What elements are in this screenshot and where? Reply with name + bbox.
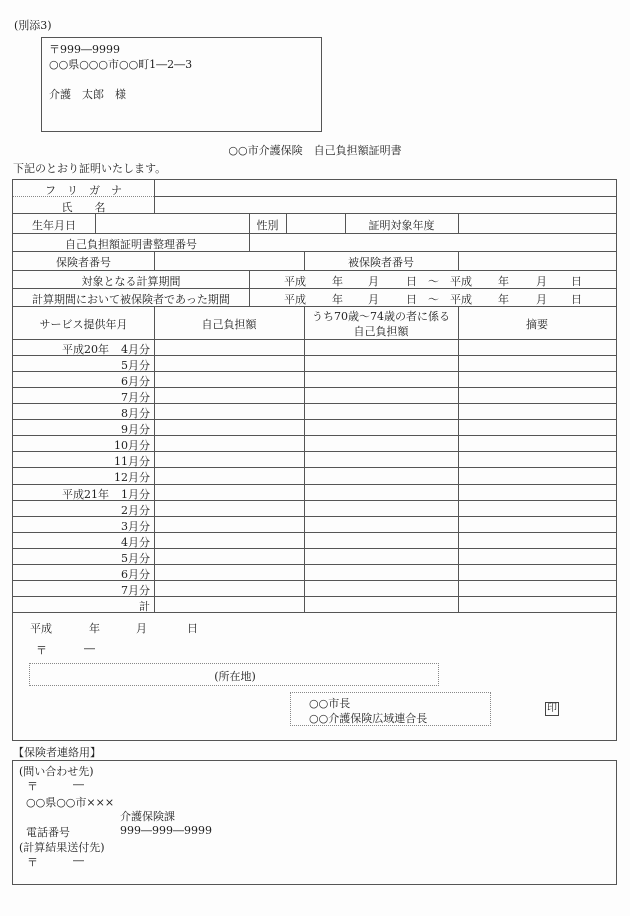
copay-cell[interactable] xyxy=(155,372,303,386)
copay-cell[interactable] xyxy=(155,533,303,547)
calc-period-label: 対象となる計算期間 xyxy=(81,275,181,288)
inquiry-label: (問い合わせ先) xyxy=(19,765,94,778)
row-month: 3月分 xyxy=(121,520,150,533)
row-month: 9月分 xyxy=(121,423,150,436)
recipient-postal: 〒999―9999 xyxy=(49,43,120,56)
row-month: 6月分 xyxy=(121,568,150,581)
cert-year-label: 証明対象年度 xyxy=(368,219,435,232)
remarks-cell[interactable] xyxy=(459,388,615,402)
birthdate-field[interactable] xyxy=(96,214,248,232)
copay-70-74-cell[interactable] xyxy=(305,533,457,547)
seal-icon: 印 xyxy=(547,703,557,714)
th-copay: 自己負担額 xyxy=(201,318,257,331)
row-month: 7月分 xyxy=(121,584,150,597)
location-field[interactable] xyxy=(29,663,439,686)
remarks-cell[interactable] xyxy=(459,404,615,418)
remarks-cell[interactable] xyxy=(459,549,615,563)
gender-label: 性別 xyxy=(256,219,279,232)
gender-field[interactable] xyxy=(287,214,344,232)
th-copay-70-74-line2: 自己負担額 xyxy=(353,325,409,338)
birthdate-label: 生年月日 xyxy=(32,219,76,232)
remarks-cell[interactable] xyxy=(459,372,615,386)
insurer-number-field[interactable] xyxy=(155,252,303,269)
copay-70-74-cell[interactable] xyxy=(305,468,457,482)
row-month: 2月分 xyxy=(121,504,150,517)
result-postal-mark: 〒 xyxy=(27,856,38,869)
remarks-cell[interactable] xyxy=(459,597,615,611)
copay-70-74-cell[interactable] xyxy=(305,404,457,418)
copay-cell[interactable] xyxy=(155,468,303,482)
furigana-field[interactable] xyxy=(155,180,615,196)
copay-70-74-cell[interactable] xyxy=(305,420,457,434)
row-year: 平成21年 xyxy=(62,488,109,501)
remarks-cell[interactable] xyxy=(459,533,615,547)
copay-cell[interactable] xyxy=(155,436,303,450)
copay-cell[interactable] xyxy=(155,581,303,595)
contact-section-label: 【保険者連絡用】 xyxy=(13,746,101,759)
copay-70-74-cell[interactable] xyxy=(305,565,457,579)
row-year: 平成20年 xyxy=(62,343,109,356)
th-service-month: サービス提供年月 xyxy=(39,318,128,331)
intro-text: 下記のとおり証明いたします。 xyxy=(13,162,167,175)
copay-cell[interactable] xyxy=(155,565,303,579)
insurer-number-label: 保険者番号 xyxy=(56,256,111,269)
copay-70-74-cell[interactable] xyxy=(305,436,457,450)
recipient-address: ○○県○○○市○○町1―2―3 xyxy=(49,58,193,71)
remarks-cell[interactable] xyxy=(459,340,615,354)
phone-label: 電話番号 xyxy=(26,826,70,839)
result-postal-dash: ― xyxy=(73,854,84,867)
contact-department: 介護保険課 xyxy=(120,810,175,823)
row-month: 1月分 xyxy=(121,488,150,501)
attachment-label: (別添3) xyxy=(14,19,52,32)
remarks-cell[interactable] xyxy=(459,581,615,595)
copay-cell[interactable] xyxy=(155,420,303,434)
copay-cell[interactable] xyxy=(155,356,303,370)
copay-70-74-cell[interactable] xyxy=(305,549,457,563)
row-month: 5月分 xyxy=(121,552,150,565)
row-month: 計 xyxy=(139,600,150,613)
insured-number-label: 被保険者番号 xyxy=(348,256,414,269)
furigana-label: フ リ ガ ナ xyxy=(45,184,122,197)
th-remarks: 摘要 xyxy=(526,318,548,331)
phone-number: 999―999―9999 xyxy=(120,824,212,837)
row-month: 5月分 xyxy=(121,359,150,372)
copay-cell[interactable] xyxy=(155,517,303,531)
copay-70-74-cell[interactable] xyxy=(305,517,457,531)
copay-70-74-cell[interactable] xyxy=(305,340,457,354)
mayor-title: ○○市長 xyxy=(309,697,351,710)
copay-cell[interactable] xyxy=(155,597,303,611)
recipient-name: 介護 太郎 様 xyxy=(49,88,126,101)
copay-cell[interactable] xyxy=(155,452,303,466)
name-field[interactable] xyxy=(155,197,615,213)
cert-year-field[interactable] xyxy=(459,214,615,232)
row-month: 4月分 xyxy=(121,536,150,549)
copay-cell[interactable] xyxy=(155,549,303,563)
copay-cell[interactable] xyxy=(155,404,303,418)
row-month: 6月分 xyxy=(121,375,150,388)
remarks-cell[interactable] xyxy=(459,565,615,579)
row-month: 4月分 xyxy=(121,343,150,356)
row-month: 12月分 xyxy=(114,471,150,484)
remarks-cell[interactable] xyxy=(459,420,615,434)
remarks-cell[interactable] xyxy=(459,356,615,370)
row-month: 10月分 xyxy=(114,439,150,452)
row-month: 7月分 xyxy=(121,391,150,404)
copay-70-74-cell[interactable] xyxy=(305,485,457,499)
copay-70-74-cell[interactable] xyxy=(305,581,457,595)
copay-70-74-cell[interactable] xyxy=(305,452,457,466)
remarks-cell[interactable] xyxy=(459,436,615,450)
page-title: ○○市介護保険 自己負担額証明書 xyxy=(228,144,402,157)
copay-cell[interactable] xyxy=(155,501,303,515)
contact-box xyxy=(12,760,617,885)
remarks-cell[interactable] xyxy=(459,468,615,482)
copay-cell[interactable] xyxy=(155,340,303,354)
remarks-cell[interactable] xyxy=(459,517,615,531)
insured-number-field[interactable] xyxy=(459,252,615,269)
postal-mark: 〒 xyxy=(36,644,47,657)
cert-number-label: 自己負担額証明書整理番号 xyxy=(65,238,197,251)
issuer-name-box xyxy=(290,692,491,726)
insured-period-label: 計算期間において被保険者であった期間 xyxy=(32,293,230,306)
copay-70-74-cell[interactable] xyxy=(305,372,457,386)
address-box xyxy=(41,37,322,132)
remarks-cell[interactable] xyxy=(459,452,615,466)
remarks-cell[interactable] xyxy=(459,501,615,515)
copay-70-74-cell[interactable] xyxy=(305,356,457,370)
copay-cell[interactable] xyxy=(155,388,303,402)
name-label: 氏 名 xyxy=(61,201,106,214)
contact-address: ○○県○○市××× xyxy=(26,796,115,809)
contact-postal-dash: ― xyxy=(73,778,84,791)
union-head-title: ○○介護保険広域連合長 xyxy=(309,712,428,725)
cert-number-field[interactable] xyxy=(250,234,615,250)
result-dest-label: (計算結果送付先) xyxy=(19,841,105,854)
contact-postal-mark: 〒 xyxy=(27,780,38,793)
copay-70-74-cell[interactable] xyxy=(305,501,457,515)
th-copay-70-74-line1: うち70歳～74歳の者に係る xyxy=(312,310,450,323)
copay-cell[interactable] xyxy=(155,485,303,499)
remarks-cell[interactable] xyxy=(459,485,615,499)
copay-70-74-cell[interactable] xyxy=(305,388,457,402)
row-month: 8月分 xyxy=(121,407,150,420)
location-label: (所在地) xyxy=(214,670,256,683)
copay-70-74-cell[interactable] xyxy=(305,597,457,611)
row-month: 11月分 xyxy=(114,455,150,468)
postal-dash: ― xyxy=(84,642,95,655)
